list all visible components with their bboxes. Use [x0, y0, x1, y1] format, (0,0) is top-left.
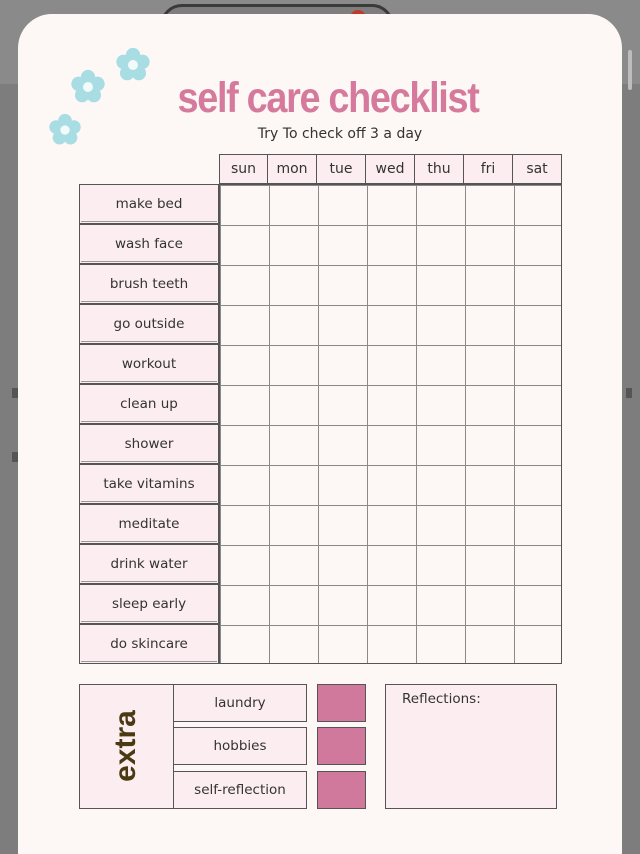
day-header-mon: mon [268, 154, 317, 184]
task-shower: shower [79, 424, 219, 464]
scrollbar[interactable] [628, 50, 632, 90]
task-go-outside: go outside [79, 304, 219, 344]
day-header-wed: wed [366, 154, 415, 184]
day-header-sat: sat [513, 154, 562, 184]
task-clean-up: clean up [79, 384, 219, 424]
extra-checkbox-self-reflection[interactable] [317, 771, 366, 809]
extra-checkbox-hobbies[interactable] [317, 727, 366, 765]
task-wash-face: wash face [79, 224, 219, 264]
task-drink-water: drink water [79, 544, 219, 584]
task-workout: workout [79, 344, 219, 384]
extra-label: extra [109, 710, 142, 782]
day-header-thu: thu [415, 154, 464, 184]
day-header-fri: fri [464, 154, 513, 184]
extra-item-self-reflection: self-reflection [173, 771, 307, 809]
checkbox-grid[interactable] [219, 184, 562, 664]
day-header-sun: sun [219, 154, 268, 184]
background-text-fragment [626, 388, 632, 398]
reflections-label: Reflections: [402, 691, 481, 707]
task-make-bed: make bed [79, 184, 219, 224]
day-header-tue: tue [317, 154, 366, 184]
task-do-skincare: do skincare [79, 624, 219, 664]
extra-item-laundry: laundry [173, 684, 307, 722]
page-title: self care checklist [177, 74, 479, 122]
task-meditate: meditate [79, 504, 219, 544]
task-take-vitamins: take vitamins [79, 464, 219, 504]
extra-item-hobbies: hobbies [173, 727, 307, 765]
task-brush-teeth: brush teeth [79, 264, 219, 304]
extra-checkbox-laundry[interactable] [317, 684, 366, 722]
subtitle: Try To check off 3 a day [257, 126, 423, 142]
task-sleep-early: sleep early [79, 584, 219, 624]
